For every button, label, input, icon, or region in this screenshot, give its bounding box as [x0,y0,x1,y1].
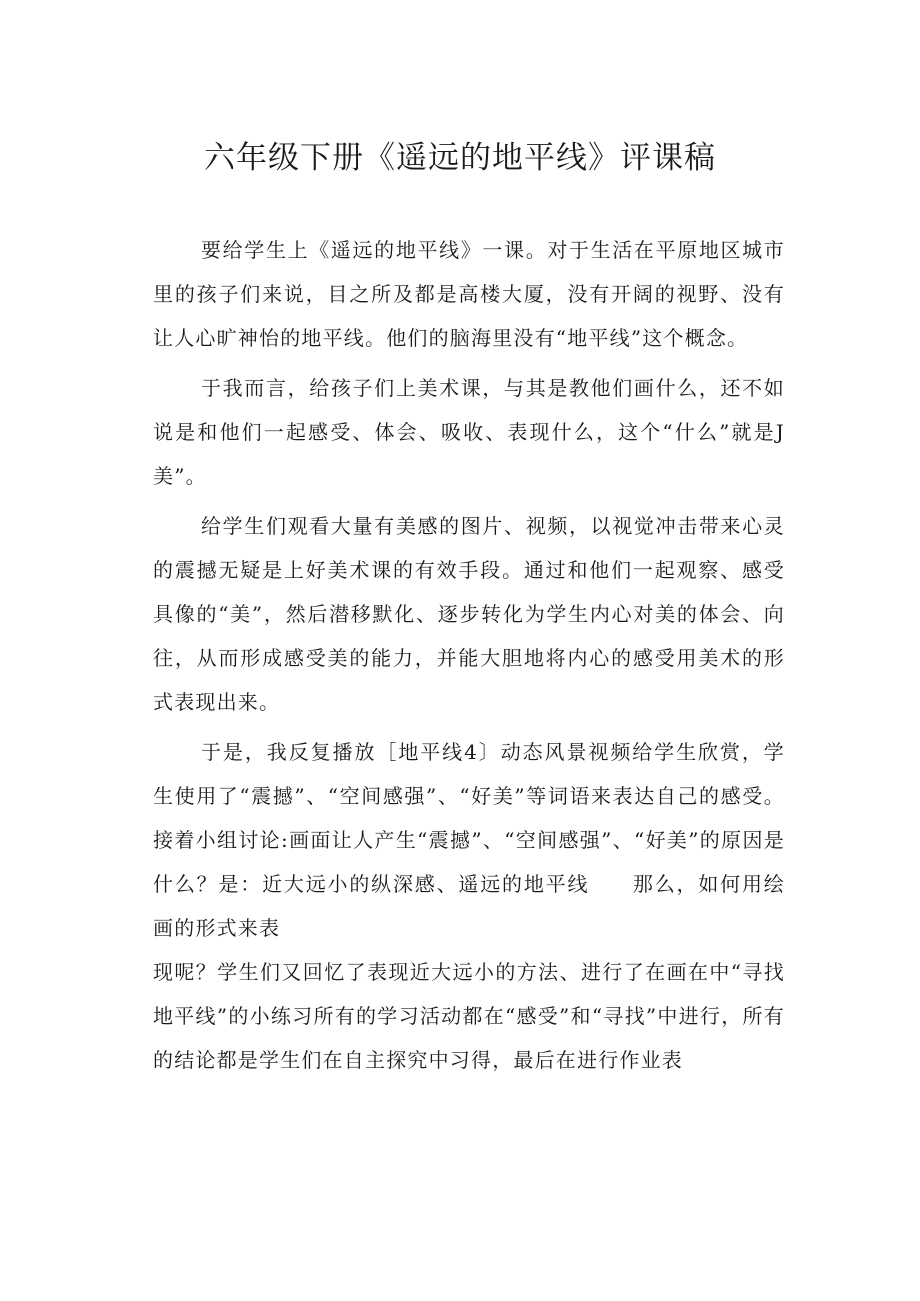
paragraph-4: 于是，我反复播放［地平线4〕动态风景视频给学生欣赏，学生使用了“震撼”、“空间感强”、“好美”等词语来表达自己的感受。接着小组讨论:画面让人产生“震撼”、“空间感强”、“好美”的原因是什么？是：近大远小的纵深感、遥远的地平线 那么，如何用绘画的形式来表 [153,740,785,940]
paragraph-1: 要给学生上《遥远的地平线》一课。对于生活在平原地区城市里的孩子们来说，目之所及都是高楼大厦，没有开阔的视野、没有让人心旷神怡的地平线。他们的脑海里没有“地平线”这个概念。 [153,238,785,350]
document-body [153,228,785,1082]
paragraph-2: 于我而言，给孩子们上美术课，与其是教他们画什么，还不如说是和他们一起感受、体会、吸收、表现什么，这个“什么”就是J美”。 [153,376,785,488]
page-title: 六年级下册《遥远的地平线》评课稿 [204,140,716,176]
paragraph-3: 给学生们观看大量有美感的图片、视频，以视觉冲击带来心灵的震撼无疑是上好美术课的有效手段。通过和他们一起观察、感受具像的“美”，然后潜移默化、逐步转化为学生内心对美的体会、向往，从而形成感受美的能力，并能大胆地将内心的感受用美术的形式表现出来。 [153,514,785,714]
paragraph-5: 现呢？学生们又回忆了表现近大远小的方法、进行了在画在中“寻找地平线”的小练习所有的学习活动都在“感受”和“寻找”中进行，所有的结论都是学生们在自主探究中习得，最后在进行作业表 [153,960,785,1072]
